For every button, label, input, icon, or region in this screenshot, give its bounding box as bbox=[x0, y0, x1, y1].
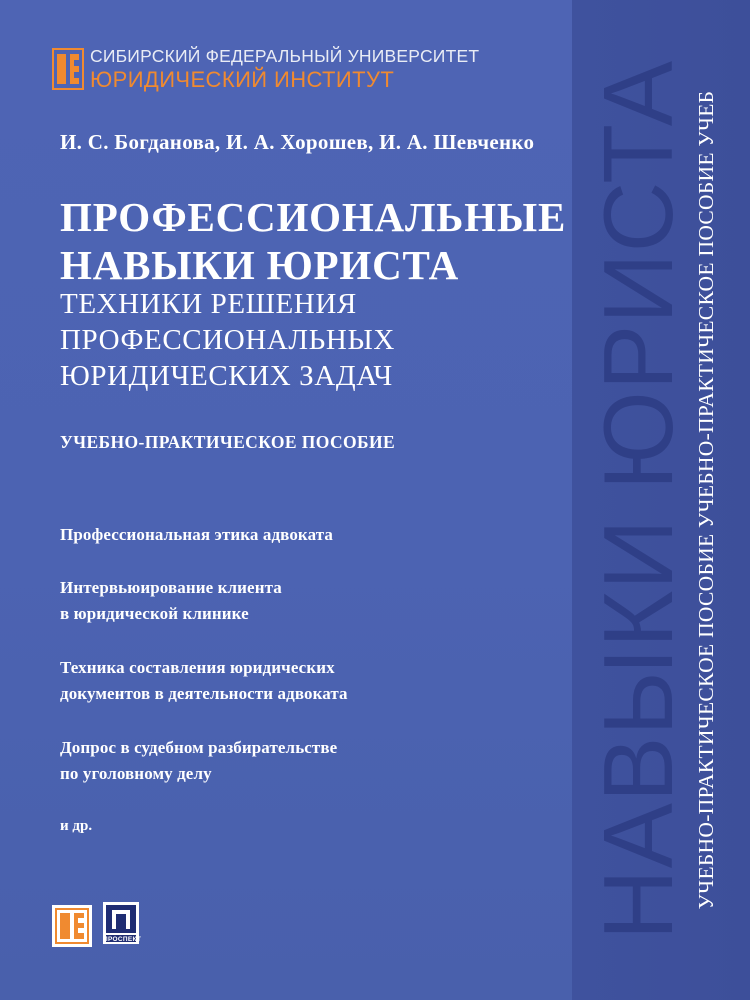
book-subtitle bbox=[60, 286, 395, 394]
law-institute-emblem-icon bbox=[52, 905, 92, 947]
edition-type: УЧЕБНО-ПРАКТИЧЕСКОЕ ПОСОБИЕ bbox=[60, 432, 396, 452]
topic-item: Техника составления юридических документов в деятельности адвоката bbox=[60, 658, 348, 703]
subtitle-line-1: ТЕХНИКИ РЕШЕНИЯ bbox=[60, 288, 357, 320]
topic-item: Профессиональная этика адвоката bbox=[60, 525, 333, 544]
etc-note: и др. bbox=[60, 818, 93, 834]
law-institute-emblem-icon bbox=[52, 48, 84, 90]
topic-item: Допрос в судебном разбирательстве по уголовному делу bbox=[60, 738, 338, 783]
institute-name: ЮРИДИЧЕСКИЙ ИНСТИТУТ bbox=[90, 67, 395, 92]
topic-item: Интервьюирование клиента в юридической клинике bbox=[60, 578, 282, 623]
university-name: СИБИРСКИЙ ФЕДЕРАЛЬНЫЙ УНИВЕРСИТЕТ bbox=[90, 46, 480, 66]
book-authors: И. С. Богданова, И. А. Хорошев, И. А. Шевченко bbox=[60, 130, 535, 154]
spine-edition-text: УЧЕБНО-ПРАКТИЧЕСКОЕ ПОСОБИЕ УЧЕБНО-ПРАКТИЧЕСКОЕ ПОСОБИЕ УЧЕБ bbox=[694, 90, 718, 910]
subtitle-line-2: ПРОФЕССИОНАЛЬНЫХ bbox=[60, 324, 395, 356]
subtitle-line-3: ЮРИДИЧЕСКИХ ЗАДАЧ bbox=[60, 360, 393, 392]
title-line-1: ПРОФЕССИОНАЛЬНЫЕ bbox=[60, 194, 567, 240]
publisher-name: ПРОСПЕКТ bbox=[103, 936, 142, 943]
book-title bbox=[60, 193, 566, 289]
title-line-2: НАВЫКИ ЮРИСТА bbox=[60, 242, 459, 288]
spine-big-title: НАВЫКИ ЮРИСТА bbox=[583, 59, 693, 941]
